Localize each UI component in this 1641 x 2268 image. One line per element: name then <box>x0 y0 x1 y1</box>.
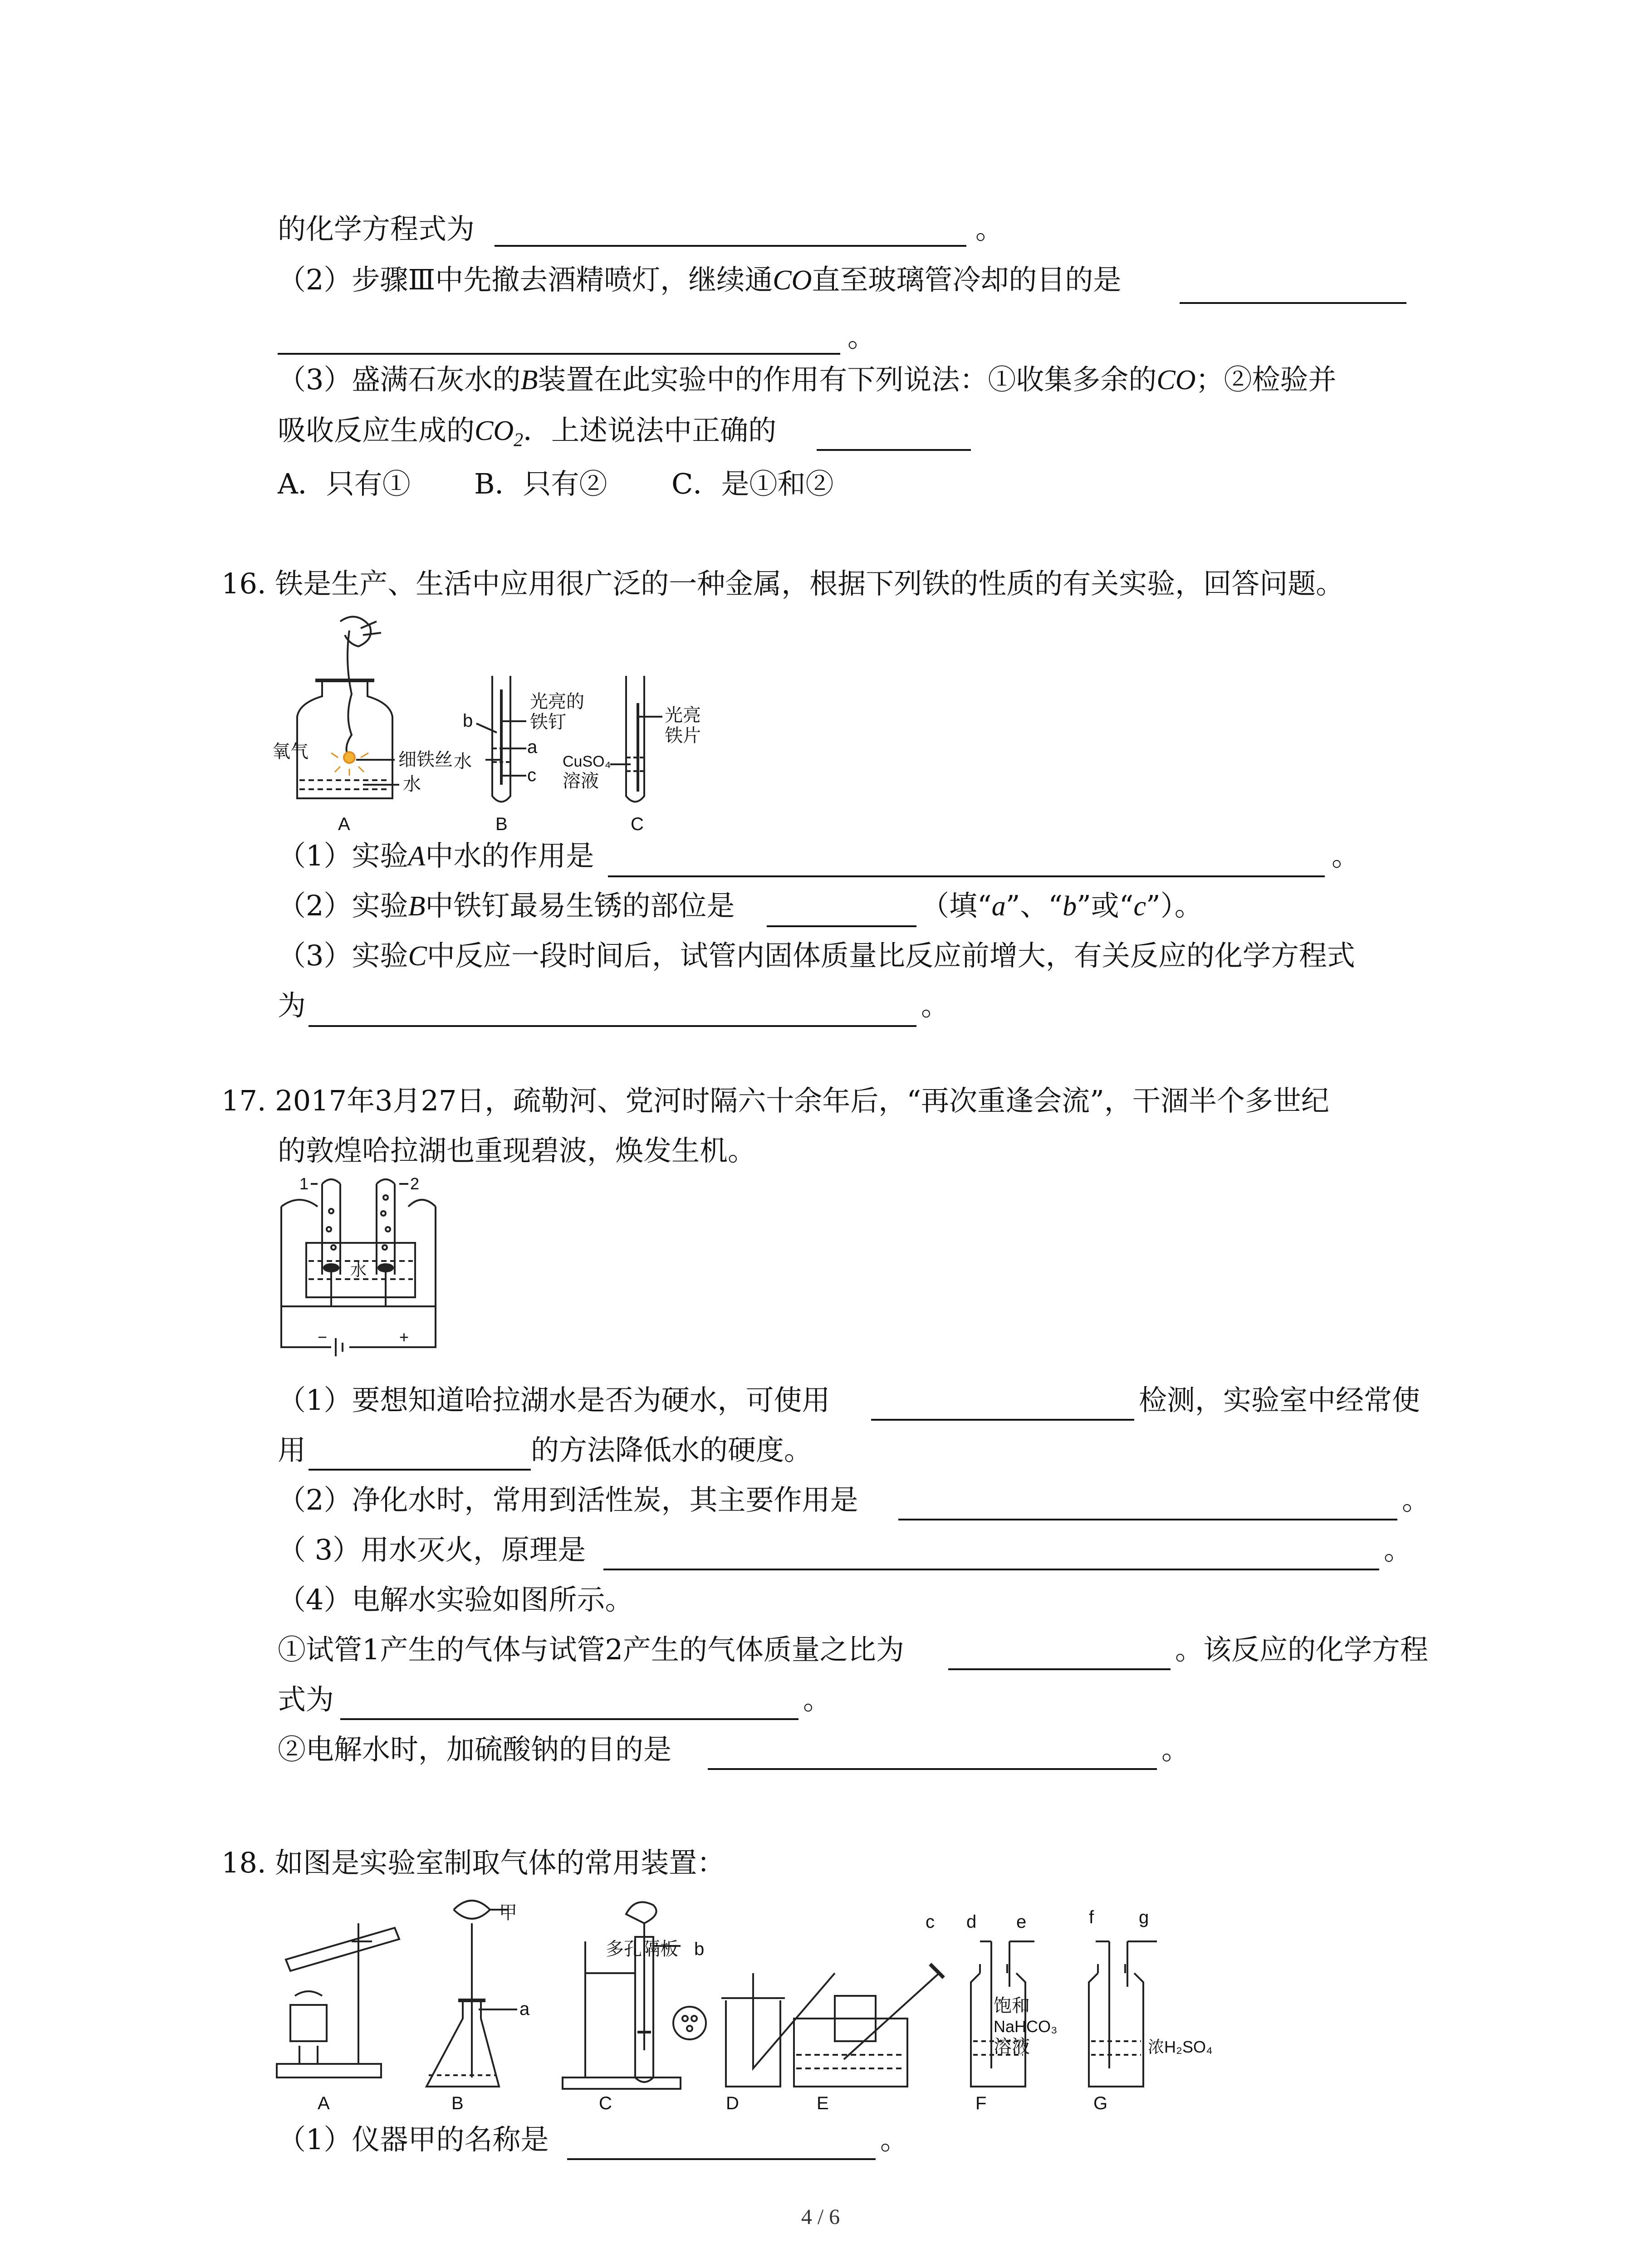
q17-q1-text-b: 检测，实验室中经常使 <box>1139 1383 1421 1417</box>
q16-q3-text-b: 中反应一段时间后，试管内固体质量比反应前增大，有关反应的化学方程式 <box>426 939 1355 972</box>
q18-caption-b: B <box>451 2093 464 2113</box>
q18-label-f: f <box>1089 1907 1094 1927</box>
q17-q4-2-period: 。 <box>1161 1733 1190 1766</box>
q15-q3-text-a: （3）盛满石灰水的 <box>278 363 521 396</box>
q17-label-tube-2: 2 <box>410 1174 420 1193</box>
q18-stem: 18. 如图是实验室制取气体的常用装置： <box>221 1846 725 1879</box>
q15-q3-text-c: 装置在此实验中的作用有下列说法：①收集多余的 <box>538 363 1157 396</box>
q18-label-plate: 多孔隔板 <box>606 1939 678 1959</box>
q15-q2-text-b: 直至玻璃管冷却的目的是 <box>812 263 1122 296</box>
q16-q3-var: C <box>408 941 427 972</box>
q16-label-plate-1: 光亮 <box>665 705 701 725</box>
q17-q4-1-text-b: 。该反应的化学方程 <box>1175 1633 1429 1666</box>
q15-question-3 <box>278 363 1337 397</box>
q15-period: 。 <box>975 212 1004 245</box>
q15-q3-text-f: ．上述说法中正确的 <box>523 414 777 447</box>
q17-q2-period: 。 <box>1402 1483 1430 1516</box>
q16-question-2 <box>278 889 735 923</box>
q18-label-c: c <box>926 1912 935 1932</box>
q15-q3-co: CO <box>1156 365 1196 396</box>
q17-q1-text-c: 用 <box>278 1433 306 1466</box>
q16-test-tube-c <box>626 676 644 802</box>
q16-q2-hint-d: ”）。 <box>1146 889 1203 922</box>
q15-period-2: 。 <box>847 320 876 353</box>
q18-label-sol: 溶液 <box>994 2037 1030 2057</box>
q17-label-minus: − <box>318 1328 328 1346</box>
q17-label-water: 水 <box>350 1261 367 1279</box>
q17-label-plus: + <box>399 1328 409 1346</box>
q16-q2-var: B <box>408 891 426 922</box>
q16-label-a: a <box>527 737 538 757</box>
q17-q2-text: （2）净化水时，常用到活性炭，其主要作用是 <box>278 1483 858 1516</box>
q16-question-3 <box>278 939 1355 973</box>
q16-q1-period: 。 <box>1332 839 1360 872</box>
q17-q4-1-text: ①试管1产生的气体与试管2产生的气体质量之比为 <box>278 1633 904 1666</box>
q18-label-sat: 饱和 <box>994 1996 1030 2016</box>
q17-q1-text-d: 的方法降低水的硬度。 <box>531 1433 813 1466</box>
q16-answer-blank-1[interactable] <box>608 875 1325 877</box>
q18-label-h2so4: 浓H₂SO₄ <box>1148 2038 1213 2056</box>
q16-iron-wire <box>347 631 352 758</box>
q16-caption-a: A <box>338 814 350 834</box>
q18-q1-text: （1）仪器甲的名称是 <box>278 2123 549 2156</box>
q16-q2-hint-var-b: b <box>1063 891 1077 922</box>
q16-stem: 16. 铁是生产、生活中应用很广泛的一种金属，根据下列铁的性质的有关实验，回答问题。 <box>221 567 1344 600</box>
q16-question-1 <box>278 839 594 873</box>
q16-q2-text-a: （2）实验 <box>278 889 408 922</box>
q17-q3-period: 。 <box>1384 1533 1412 1566</box>
q16-label-nail-2: 铁钉 <box>530 712 566 732</box>
q15-question-3-cont <box>278 414 776 457</box>
q17-answer-blank-4c[interactable] <box>708 1768 1157 1770</box>
q16-caption-b: B <box>495 814 508 834</box>
q16-label-water-b: 水 <box>454 752 472 772</box>
q16-label-cuso4: CuSO₄ <box>563 753 611 770</box>
q16-q3-text-a: （3）实验 <box>278 939 408 972</box>
q16-q2-hint-var-c: c <box>1133 891 1146 922</box>
q16-label-plate-2: 铁片 <box>665 726 701 746</box>
q16-q2-hint-a: （填“ <box>921 889 992 922</box>
q18-label-e: e <box>1016 1912 1027 1932</box>
q18-a-test-tube <box>286 1928 399 1971</box>
q17-q4-1-text-c: 式为 <box>278 1683 334 1716</box>
q16-label-oxygen: 氧气 <box>272 742 309 762</box>
q18-label-b: b <box>694 1939 705 1959</box>
q18-label-nahco3: NaHCO₃ <box>994 2017 1058 2036</box>
q17-q4-2-text: ②电解水时，加硫酸钠的目的是 <box>278 1733 672 1766</box>
q15-line1-text: 的化学方程式为 <box>278 212 475 245</box>
q17-stem-line-1: 17. 2017年3月27日，疏勒河、党河时隔六十余年后，“再次重逢会流”，干涸半个多世纪 <box>221 1084 1329 1117</box>
q15-q3-b: B <box>520 365 538 396</box>
q16-q2-hint-b: ”、“ <box>1005 889 1063 922</box>
q16-q3-text-c: 为 <box>278 989 306 1022</box>
q17-answer-blank-1a[interactable] <box>871 1419 1134 1421</box>
q17-q1-text-a: （1）要想知道哈拉湖水是否为硬水，可使用 <box>278 1383 830 1417</box>
q16-answer-blank-3[interactable] <box>309 1025 916 1027</box>
q15-question-2 <box>278 263 1121 297</box>
q17-stem-line-2: 的敦煌哈拉湖也重现碧波，焕发生机。 <box>278 1134 756 1167</box>
q16-label-c: c <box>527 765 536 785</box>
q15-q3-co2: CO <box>475 415 514 446</box>
q17-q3-text: （ 3）用水灭火，原理是 <box>278 1533 586 1566</box>
q15-q2-text-a: （2）步骤Ⅲ中先撤去酒精喷灯，继续通 <box>278 263 773 296</box>
q16-figure-iron-experiments <box>272 612 826 835</box>
q18-answer-blank-1[interactable] <box>567 2158 876 2160</box>
q18-caption-a: A <box>318 2093 330 2113</box>
q17-label-tube-1: 1 <box>299 1174 309 1193</box>
q15-option-c[interactable]: C．是①和② <box>671 467 834 500</box>
q18-caption-e: E <box>817 2093 829 2113</box>
q18-caption-g: G <box>1093 2093 1108 2113</box>
q16-q2-hint-var-a: a <box>991 891 1006 922</box>
q15-q3-text-e: 吸收反应生成的 <box>278 414 475 447</box>
q15-option-a[interactable]: A．只有① <box>278 467 411 500</box>
q17-answer-blank-3[interactable] <box>603 1569 1379 1570</box>
q15-answer-blank-2a[interactable] <box>1180 302 1406 304</box>
q15-answer-blank-1[interactable] <box>495 245 966 247</box>
q17-q4-text: （4）电解水实验如图所示。 <box>278 1583 633 1616</box>
q18-label-jia: 甲 <box>499 1903 517 1923</box>
q16-label-water: 水 <box>403 774 421 794</box>
page-number: 4 / 6 <box>801 2205 840 2229</box>
q15-q3-co2-sub: 2 <box>514 430 524 451</box>
q15-option-b[interactable]: B．只有② <box>474 467 607 500</box>
q16-label-nail-1: 光亮的 <box>530 692 584 712</box>
q18-figure-gas-apparatus <box>272 1896 1225 2118</box>
q16-label-wire: 细铁丝 <box>398 750 453 770</box>
q16-q1-var: A <box>408 841 426 872</box>
q18-caption-c: C <box>599 2093 612 2113</box>
q15-answer-blank-2b[interactable] <box>278 353 840 355</box>
q18-label-g: g <box>1139 1907 1149 1927</box>
q16-label-solution: 溶液 <box>563 771 599 791</box>
q16-caption-c: C <box>631 814 644 834</box>
q16-q2-text-b: 中铁钉最易生锈的部位是 <box>425 889 735 922</box>
q16-answer-blank-2[interactable] <box>767 925 916 927</box>
q18-b-flask <box>426 2000 499 2087</box>
q16-q1-text-b: 中水的作用是 <box>425 839 594 872</box>
q18-caption-f: F <box>975 2093 987 2113</box>
q18-caption-d: D <box>726 2093 739 2113</box>
q16-question-2-hint <box>921 889 1203 923</box>
q17-answer-blank-4b[interactable] <box>340 1718 798 1720</box>
q15-q3-text-d: ；②检验并 <box>1195 363 1337 396</box>
q17-q4-1-period: 。 <box>803 1683 832 1716</box>
q16-q1-text-a: （1）实验 <box>278 839 408 872</box>
q18-q1-period: 。 <box>880 2123 909 2156</box>
q17-answer-blank-2[interactable] <box>898 1519 1397 1520</box>
q18-label-a: a <box>519 1999 530 2019</box>
q18-label-d: d <box>966 1912 977 1932</box>
q16-q3-period: 。 <box>921 989 950 1022</box>
q17-answer-blank-1b[interactable] <box>309 1469 531 1471</box>
q17-figure-electrolysis <box>272 1170 481 1361</box>
q16-label-b: b <box>463 711 473 731</box>
q15-q2-co: CO <box>773 265 812 296</box>
q16-q2-hint-c: ”或“ <box>1077 889 1134 922</box>
q17-answer-blank-4a[interactable] <box>948 1668 1171 1670</box>
q18-g-bottle <box>1089 1964 1143 2087</box>
q15-answer-blank-3[interactable] <box>817 449 971 451</box>
